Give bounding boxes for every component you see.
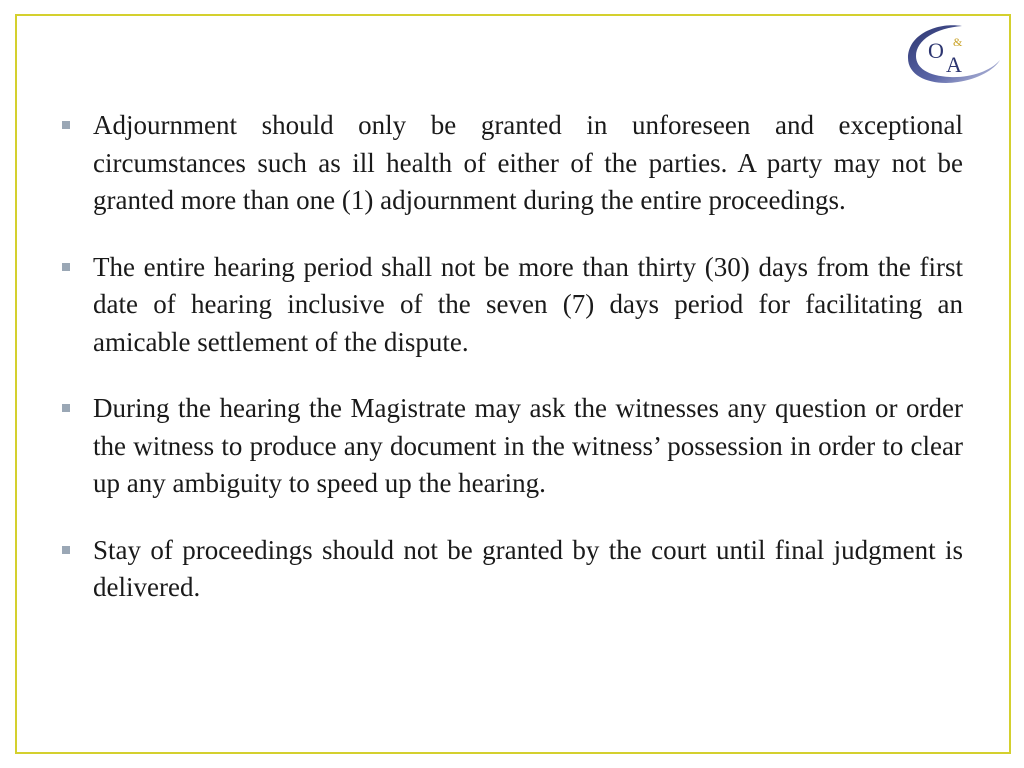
bullet-item-hearing-period <box>58 249 963 362</box>
logo-ampersand: & <box>953 35 963 49</box>
square-bullet-icon <box>62 263 70 271</box>
bullet-text: During the hearing the Magistrate may ask the witnesses any question or order the witness to produce any document in the witness’ possession in order to clear up any ambiguity to speed up the hearing. <box>93 393 963 498</box>
logo-letter-o: O <box>928 38 944 63</box>
bullet-item-stay-of-proceedings <box>58 532 963 607</box>
oa-logo-icon <box>898 20 1008 88</box>
bullet-text: The entire hearing period shall not be more than thirty (30) days from the first date of hearing inclusive of the seven (7) days period for facilitating an amicable settlement of the dispute. <box>93 251 963 357</box>
bullet-item-magistrate-questions <box>58 390 963 503</box>
bullet-text: Stay of proceedings should not be granted by the court until final judgment is delivered. <box>93 534 963 602</box>
square-bullet-icon <box>62 404 70 412</box>
square-bullet-icon <box>62 121 70 129</box>
bullet-item-adjournment <box>58 107 963 220</box>
logo-letter-a: A <box>946 52 962 77</box>
bullet-text: Adjournment should only be granted in unforeseen and exceptional circumstances such as ill health of either of the parties. A party may not be granted more than one (1) adjournment during the entire proceedings. <box>93 110 963 215</box>
bullet-list <box>58 107 963 636</box>
square-bullet-icon <box>62 546 70 554</box>
